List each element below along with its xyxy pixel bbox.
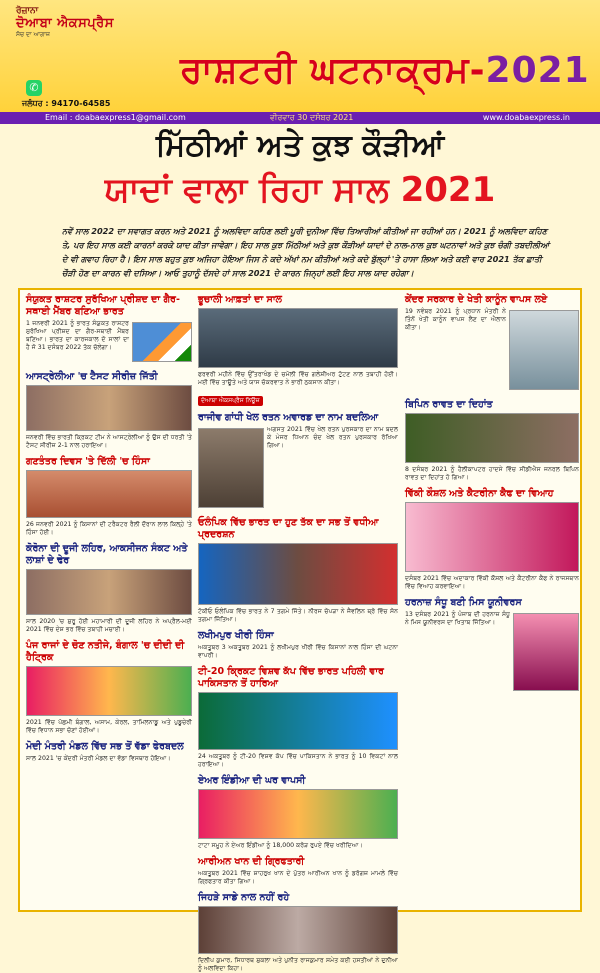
- story: [198, 856, 398, 886]
- story-body: ਸਾਲ 2020 'ਚ ਸ਼ੁਰੂ ਹੋਈ ਮਹਾਮਾਰੀ ਦੀ ਦੂਜੀ ਲਹਿਰ ਨੇ ਅਪ੍ਰੈਲ-ਮਈ 2021 ਵਿੱਚ ਦੇਸ਼ ਭਰ ਵਿੱਚ ਤਬਾਹੀ ਮਚਾਈ।: [26, 618, 192, 633]
- story: [26, 294, 192, 365]
- story-photo: [198, 543, 398, 605]
- story-photo: [26, 666, 192, 716]
- story-body: 19 ਨਵੰਬਰ 2021 ਨੂੰ ਪ੍ਰਧਾਨ ਮੰਤਰੀ ਨੇ ਤਿੰਨੋਂ ਖੇਤੀ ਕਾਨੂੰਨ ਵਾਪਸ ਲੈਣ ਦਾ ਐਲਾਨ ਕੀਤਾ।: [405, 308, 506, 331]
- info-bar: [0, 112, 600, 124]
- story-title: ਰਾਜੀਵ ਗਾਂਧੀ ਖੇਲ ਰਤਨ ਅਵਾਰਡ ਦਾ ਨਾਮ ਬਦਲਿਆ: [198, 412, 379, 423]
- news-badge: ਦੋਆਬਾ ਐਕਸਪ੍ਰੈਸ ਨਿਊਜ਼: [198, 396, 263, 406]
- story-body: ਦਿਲੀਪ ਕੁਮਾਰ, ਸਿਧਾਰਥ ਸ਼ੁਕਲਾ ਅਤੇ ਪੁਨੀਤ ਰਾਜਕੁਮਾਰ ਸਮੇਤ ਕਈ ਹਸਤੀਆਂ ਨੇ ਦੁਨੀਆ ਨੂੰ ਅਲਵਿਦਾ ਕਿਹਾ।: [198, 957, 398, 972]
- story: [26, 741, 192, 763]
- story-body: ਟਾਟਾ ਸਮੂਹ ਨੇ ਏਅਰ ਇੰਡੀਆ ਨੂੰ 18,000 ਕਰੋੜ ਰੁਪਏ ਵਿੱਚ ਖਰੀਦਿਆ।: [198, 842, 363, 849]
- issue-date: ਵੀਰਵਾਰ 30 ਦਸੰਬਰ 2021: [270, 113, 354, 122]
- masthead: [0, 0, 600, 112]
- headline-line1: ਮਿੱਠੀਆਂ ਅਤੇ ਕੁਝ ਕੌੜੀਆਂ: [155, 128, 445, 163]
- story: [26, 371, 192, 450]
- story-title: ਮੋਦੀ ਮੰਤਰੀ ਮੰਡਲ ਵਿੱਚ ਸਭ ਤੋਂ ਵੱਡਾ ਫੇਰਬਦਲ: [26, 741, 184, 752]
- story-title: ਗਣਤੰਤਰ ਦਿਵਸ 'ਤੇ ਦਿੱਲੀ 'ਚ ਹਿੰਸਾ: [26, 456, 150, 467]
- story-photo: [26, 569, 192, 615]
- story-photo: [26, 385, 192, 431]
- story-body: 8 ਦਸੰਬਰ 2021 ਨੂੰ ਹੈਲੀਕਾਪਟਰ ਹਾਦਸੇ ਵਿੱਚ ਸੀਡੀਐਸ ਜਨਰਲ ਬਿਪਿਨ ਰਾਵਤ ਦਾ ਦਿਹਾਂਤ ਹੋ ਗਿਆ।: [405, 466, 579, 481]
- story: [198, 294, 398, 406]
- story: [405, 597, 579, 694]
- page-title-text: ਰਾਸ਼ਟਰੀ ਘਟਨਾਕ੍ਰਮ-: [180, 50, 486, 91]
- story-body: ਸਾਲ 2021 'ਚ ਕੇਂਦਰੀ ਮੰਤਰੀ ਮੰਡਲ ਦਾ ਵੱਡਾ ਵਿਸਥਾਰ ਹੋਇਆ।: [26, 755, 171, 762]
- story-body: ਅਗਸਤ 2021 ਵਿੱਚ ਖੇਲ ਰਤਨ ਪੁਰਸਕਾਰ ਦਾ ਨਾਮ ਬਦਲ ਕੇ ਮੇਜਰ ਧਿਆਨ ਚੰਦ ਖੇਲ ਰਤਨ ਪੁਰਸਕਾਰ ਰੱਖਿਆ ਗਿਆ।: [267, 426, 398, 449]
- whatsapp-icon: ✆: [26, 80, 42, 96]
- phone-number: ਜਲੰਧਰ : 94170-64585: [22, 99, 111, 108]
- brand-prefix: ਰੋਜ਼ਾਨਾ: [16, 6, 39, 16]
- story-body: 24 ਅਕਤੂਬਰ ਨੂੰ ਟੀ-20 ਵਿਸ਼ਵ ਕੱਪ ਵਿੱਚ ਪਾਕਿਸਤਾਨ ਨੇ ਭਾਰਤ ਨੂੰ 10 ਵਿਕਟਾਂ ਨਾਲ ਹਰਾਇਆ।: [198, 753, 398, 768]
- story-title: ਬਿਪਿਨ ਰਾਵਤ ਦਾ ਦਿਹਾਂਤ: [405, 399, 493, 410]
- brand-name: ਦੋਆਬਾ ਐਕਸਪ੍ਰੈਸ: [16, 16, 114, 31]
- email-link[interactable]: Email : doabaexpress1@gmail.com: [45, 113, 186, 122]
- story: [198, 775, 398, 850]
- column-left: [26, 294, 192, 908]
- story-body: ਅਕਤੂਬਰ 2021 ਵਿੱਚ ਸ਼ਾਹਰੁਖ ਖਾਨ ਦੇ ਪੁੱਤਰ ਆਰੀਅਨ ਖਾਨ ਨੂੰ ਡਰੱਗਜ਼ ਮਾਮਲੇ ਵਿੱਚ ਗ੍ਰਿਫਤਾਰ ਕੀਤਾ ਗਿਆ।: [198, 870, 398, 885]
- story-title: ਲਖੀਮਪੁਰ ਖੀਰੀ ਹਿੰਸਾ: [198, 630, 274, 641]
- story-title: ਕੇਂਦਰ ਸਰਕਾਰ ਦੇ ਖੇਤੀ ਕਾਨੂੰਨ ਵਾਪਸ ਲਏ: [405, 294, 548, 305]
- website-link[interactable]: www.doabaexpress.in: [482, 113, 570, 122]
- story-title: ਟੀ-20 ਕ੍ਰਿਕਟ ਵਿਸ਼ਵ ਕੱਪ ਵਿੱਚ ਭਾਰਤ ਪਹਿਲੀ ਵਾਰ ਪਾਕਿਸਤਾਨ ਤੋਂ ਹਾਰਿਆ: [198, 666, 384, 689]
- page-title-year: 2021: [485, 50, 590, 91]
- story-title: ਭੂਚਾਲੀ ਆਫ਼ਤਾਂ ਦਾ ਸਾਲ: [198, 294, 282, 305]
- story-body: 13 ਦਸੰਬਰ 2021 ਨੂੰ ਪੰਜਾਬ ਦੀ ਹਰਨਾਜ਼ ਸੰਧੂ ਨੇ ਮਿਸ ਯੂਨੀਵਰਸ ਦਾ ਖਿਤਾਬ ਜਿੱਤਿਆ।: [405, 611, 510, 626]
- story: [26, 456, 192, 537]
- story-body: ਦਸੰਬਰ 2021 ਵਿੱਚ ਅਦਾਕਾਰ ਵਿੱਕੀ ਕੌਸ਼ਲ ਅਤੇ ਕੈਟਰੀਨਾ ਕੈਫ ਨੇ ਰਾਜਸਥਾਨ ਵਿੱਚ ਵਿਆਹ ਕਰਵਾਇਆ।: [405, 575, 579, 590]
- story: [405, 294, 579, 393]
- story-body: ਫਰਵਰੀ ਮਹੀਨੇ ਵਿੱਚ ਉੱਤਰਾਖੰਡ ਦੇ ਚਮੋਲੀ ਵਿੱਚ ਗਲੇਸ਼ੀਅਰ ਟੁੱਟਣ ਨਾਲ ਤਬਾਹੀ ਹੋਈ। ਮਈ ਵਿੱਚ ਤਾਊਤੇ ਅਤੇ ਯਾਸ ਚੱਕਰਵਾਤ ਨੇ ਭਾਰੀ ਨੁਕਸਾਨ ਕੀਤਾ।: [198, 371, 398, 386]
- story-photo: [198, 308, 398, 368]
- story-body: ਜਨਵਰੀ ਵਿੱਚ ਭਾਰਤੀ ਕ੍ਰਿਕਟ ਟੀਮ ਨੇ ਆਸਟ੍ਰੇਲੀਆ ਨੂੰ ਉਸ ਦੀ ਧਰਤੀ 'ਤੇ ਟੈਸਟ ਸੀਰੀਜ਼ 2-1 ਨਾਲ ਹਰਾਇਆ।: [26, 434, 192, 449]
- story-title: ਆਰੀਅਨ ਖਾਨ ਦੀ ਗ੍ਰਿਫਤਾਰੀ: [198, 856, 305, 867]
- story-title: ਆਸਟ੍ਰੇਲੀਆ 'ਚ ਟੈਸਟ ਸੀਰੀਜ਼ ਜਿੱਤੀ: [26, 371, 158, 382]
- story-photo: [132, 322, 192, 362]
- story-title: ਕੋਰੋਨਾ ਦੀ ਦੂਜੀ ਲਹਿਰ, ਆਕਸੀਜਨ ਸੰਕਟ ਅਤੇ ਲਾਸ਼ਾਂ ਦੇ ਢੇਰ: [26, 543, 188, 566]
- story: [26, 543, 192, 634]
- story-body: ਟੋਕੀਓ ਓਲੰਪਿਕ ਵਿੱਚ ਭਾਰਤ ਨੇ 7 ਤਗਮੇ ਜਿੱਤੇ। ਨੀਰਜ ਚੋਪੜਾ ਨੇ ਜੈਵਲਿਨ ਥ੍ਰੋ ਵਿੱਚ ਸੋਨ ਤਗਮਾ ਜਿੱਤਿਆ।: [198, 608, 398, 623]
- story-body: 2021 ਵਿੱਚ ਪੱਛਮੀ ਬੰਗਾਲ, ਅਸਾਮ, ਕੇਰਲ, ਤਾਮਿਲਨਾਡੂ ਅਤੇ ਪੁਡੂਚੇਰੀ ਵਿੱਚ ਵਿਧਾਨ ਸਭਾ ਚੋਣਾਂ ਹੋਈਆਂ।: [26, 719, 192, 734]
- story: [405, 488, 579, 591]
- story-title: ਓਲੰਪਿਕ ਵਿੱਚ ਭਾਰਤ ਦਾ ਹੁਣ ਤੱਕ ਦਾ ਸਭ ਤੋਂ ਵਧੀਆ ਪ੍ਰਦਰਸ਼ਨ: [198, 517, 379, 540]
- story: [405, 399, 579, 482]
- story-photo: [509, 310, 579, 390]
- story-body: ਅਕਤੂਬਰ 3 ਅਕਤੂਬਰ 2021 ਨੂੰ ਲਖੀਮਪੁਰ ਖੀਰੀ ਵਿੱਚ ਕਿਸਾਨਾਂ ਨਾਲ ਹਿੰਸਾ ਦੀ ਘਟਨਾ ਵਾਪਰੀ।: [198, 644, 398, 659]
- story-photo: [405, 502, 579, 572]
- brand-tagline: ਸੱਚ ਦਾ ਆਗਾਜ਼: [16, 31, 50, 38]
- story-photo: [405, 413, 579, 463]
- story-title: ਜਿਹੜੇ ਸਾਡੇ ਨਾਲ ਨਹੀਂ ਰਹੇ: [198, 892, 290, 903]
- headline-line2: ਯਾਦਾਂ ਵਾਲਾ ਰਿਹਾ ਸਾਲ 2021: [104, 170, 496, 210]
- page-title: [180, 50, 590, 102]
- story-photo: [26, 470, 192, 518]
- story-body: 26 ਜਨਵਰੀ 2021 ਨੂੰ ਕਿਸਾਨਾਂ ਦੀ ਟਰੈਕਟਰ ਰੈਲੀ ਦੌਰਾਨ ਲਾਲ ਕਿਲ੍ਹੇ 'ਤੇ ਹਿੰਸਾ ਹੋਈ।: [26, 521, 192, 536]
- story-photo: [513, 613, 579, 691]
- column-right: [405, 294, 579, 908]
- story-photo: [198, 789, 398, 839]
- story-photo: [198, 906, 398, 954]
- story: [26, 640, 192, 735]
- story-title: ਹਰਨਾਜ਼ ਸੰਧੂ ਬਣੀ ਮਿਸ ਯੂਨੀਵਰਸ: [405, 597, 522, 608]
- story-title: ਪੰਜ ਰਾਜਾਂ ਦੇ ਚੋਣ ਨਤੀਜੇ, ਬੰਗਾਲ 'ਚ ਦੀਦੀ ਦੀ ਹੈਟ੍ਰਿਕ: [26, 640, 185, 663]
- intro-paragraph: ਨਵੇਂ ਸਾਲ 2022 ਦਾ ਸਵਾਗਤ ਕਰਨ ਅਤੇ 2021 ਨੂੰ ਅਲਵਿਦਾ ਕਹਿਣ ਲਈ ਪੂਰੀ ਦੁਨੀਆ ਵਿੱਚ ਤਿਆਰੀਆਂ ਕੀਤੀਆਂ ਜਾ ਰਹੀਆਂ ਹਨ। 2021 ਨੂੰ ਅਲਵਿਦਾ ਕਹਿਣ ਤੇ, ਪਰ ਇਹ ਸਾਲ ਕਈ ਕਾਰਨਾਂ ਕਰਕੇ ਯਾਦ ਕੀਤਾ ਜਾਵੇਗਾ। ਇਹ ਸਾਲ ਕੁਝ ਮਿੱਠੀਆਂ ਅਤੇ ਕੁਝ ਕੌੜੀਆਂ ਯਾਦਾਂ ਦੇ ਨਾਲ-ਨਾਲ ਕੁਝ ਘਟਨਾਵਾਂ ਅਤੇ ਕੁਝ ਚੰਗੀ ਤਬਦੀਲੀਆਂ ਦੇ ਵੀ ਗਵਾਹ ਰਿਹਾ ਹੈ। ਇਸ ਸਾਲ ਬਹੁਤ ਕੁਝ ਅਜਿਹਾ ਹੋਇਆ ਜਿਸ ਨੇ ਕਦੇ ਅੱਖਾਂ ਨਮ ਕੀਤੀਆਂ ਅਤੇ ਕਦੇ ਬੁੱਲ੍ਹਾਂ 'ਤੇ ਹਾਸਾ ਲਿਆ ਅਤੇ ਕਈ ਵਾਰ 2021 ਤੱਕ ਛਾਤੀ ਚੌੜੀ ਹੋਣ ਦਾ ਕਾਰਨ ਵੀ ਦਸਿਆ। ਆਓ ਤੁਹਾਨੂੰ ਦੱਸਦੇ ਹਾਂ ਸਾਲ 2021 ਦੇ ਕਾਰਨ ਜਿਨ੍ਹਾਂ ਲਈ ਇਹ ਸਾਲ ਯਾਦ ਰਹੇਗਾ।: [62, 226, 550, 278]
- story: [198, 517, 398, 624]
- story-title: ਸੰਯੁਕਤ ਰਾਸ਼ਟਰ ਸੁਰੱਖਿਆ ਪ੍ਰੀਸ਼ਦ ਦਾ ਗੈਰ-ਸਥਾਈ ਮੈਂਬਰ ਬਣਿਆ ਭਾਰਤ: [26, 294, 180, 317]
- brand: [16, 6, 156, 39]
- story: [198, 630, 398, 660]
- story: [198, 892, 398, 973]
- story-photo: [198, 692, 398, 750]
- story-body: 1 ਜਨਵਰੀ 2021 ਨੂੰ ਭਾਰਤ ਸੰਯੁਕਤ ਰਾਸ਼ਟਰ ਸੁਰੱਖਿਆ ਪ੍ਰੀਸ਼ਦ ਦਾ ਗੈਰ-ਸਥਾਈ ਮੈਂਬਰ ਬਣਿਆ। ਭਾਰਤ ਦਾ ਕਾਰਜਕਾਲ ਦੋ ਸਾਲਾਂ ਦਾ ਹੈ ਜੋ 31 ਦਸੰਬਰ 2022 ਤੱਕ ਚੱਲੇਗਾ।: [26, 320, 129, 351]
- story: [198, 666, 398, 769]
- story-title: ਵਿੱਕੀ ਕੌਸ਼ਲ ਅਤੇ ਕੈਟਰੀਨਾ ਕੈਫ ਦਾ ਵਿਆਹ: [405, 488, 554, 499]
- story-title: ਏਅਰ ਇੰਡੀਆ ਦੀ ਘਰ ਵਾਪਸੀ: [198, 775, 306, 786]
- stories-frame: [18, 288, 582, 972]
- story: [198, 412, 398, 511]
- story-photo: [198, 428, 264, 508]
- column-middle: [198, 294, 398, 972]
